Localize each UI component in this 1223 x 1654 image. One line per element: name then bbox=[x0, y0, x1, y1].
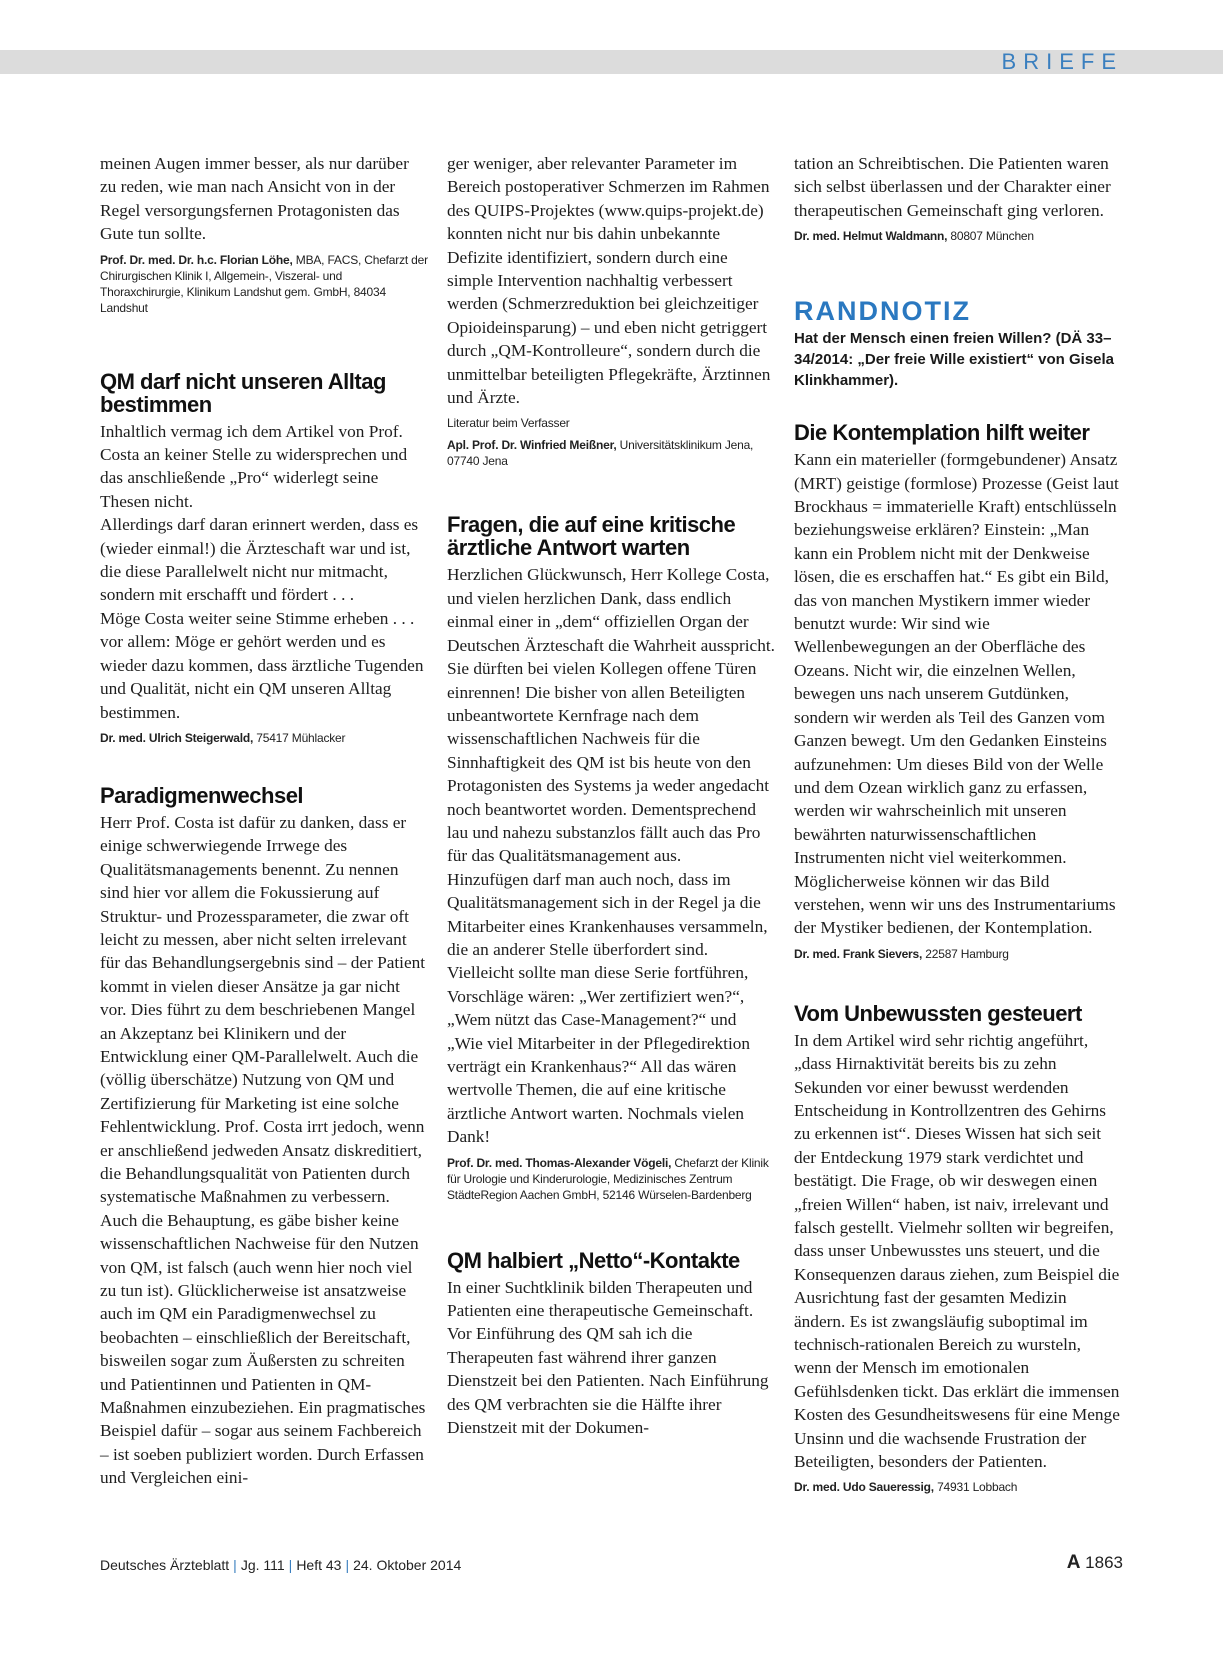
letter-paragraph: Möge Costa weiter seine Stimme erheben . . . vor allem: Möge er gehört werden und es wieder dazu kommen, dass ärztliche Tugenden und Qualität, nicht ein QM unseren Alltag bestimmen. bbox=[100, 608, 424, 722]
author-details: 74931 Lobbach bbox=[937, 1480, 1018, 1495]
letter-paragraph: Vielleicht sollte man diese Serie fortführen, Vorschläge wären: „Wer zertifiziert wen?“, „Wem nützt das Case-Management?“ und „Wie viel Mitarbeiter in der Pflegedirektion verträgt ein Krankenhaus?“ All das wären wertvolle Themen, die auf eine kritische ärztliche Antwort warten. Nochmals vielen Dank! bbox=[447, 963, 751, 1147]
letter-title: QM halbiert „Netto“-Kontakte bbox=[447, 1247, 740, 1273]
page-number bbox=[1067, 1551, 1123, 1575]
author-signature bbox=[447, 1155, 775, 1203]
author-details: 22587 Hamburg bbox=[925, 946, 1009, 961]
continued-letter-text: ger weniger, aber relevanter Parameter im Bereich postoperativer Schmerzen im Rahmen des QUIPS-Projektes (www.quips-projekt.de) konnten nicht nur bis dahin unbekannte Defizite identifiziert, sondern durch eine simple Intervention nachhaltig verbessert werden (Schmerzreduktion bei gleichzeitiger Opioideinsparung) – und eben nicht getriggert durch „QM-Kontrolleure“, sondern durch die unmittelbar beteiligten Pflegekräfte, Ärztinnen und Ärzte. bbox=[447, 154, 771, 408]
letter-title: Vom Unbewussten gesteuert bbox=[794, 1000, 1082, 1026]
author-name: Prof. Dr. med. Dr. h.c. Florian Löhe, bbox=[100, 252, 293, 267]
author-signature bbox=[100, 730, 428, 746]
column-3 bbox=[794, 152, 1122, 1495]
letter-paragraph: Sie dürften bei vielen Kollegen offene Türen einrennen! Die bisher von allen Beteiligten unbeantwortete Kernfrage nach dem wissenschaftlichen Nachweis für die Sinnhaftigkeit des QM ist bis heute von den Protagonisten des Systems ja weder angedacht noch beantwortet worden. Dementsprechend lau und nahezu substanzlos fällt auch das Pro für das Qualitätsmanagement aus. bbox=[447, 659, 770, 866]
literature-note: Literatur beim Verfasser bbox=[447, 416, 570, 431]
letter-paragraph: Hinzufügen darf man auch noch, dass im Qualitätsmanagement sich in der Regel ja die Mitarbeiter eines Krankenhauses versammeln, die an anderer Stelle überfordert sind. bbox=[447, 869, 768, 959]
column-2 bbox=[447, 152, 775, 1439]
separator: | bbox=[233, 1557, 237, 1573]
letter-paragraph: In dem Artikel wird sehr richtig angeführt, „dass Hirnaktivität bereits bis zu zehn Sekunden vor einer bewusst werdenden Entscheidung in Kontrollzentren des Gehirns zu erkennen ist“. Dieses Wissen hat sich seit der Entdeckung 1979 stark verdichtet und bestätigt. Die Frage, ob wir deswegen einen „freien Willen“ haben, ist naiv, irrelevant und falsch gestellt. Vielmehr sollten wir begreifen, dass unser Unbewusstes uns steuert, und die Konsequenzen daraus ziehen, zum Beispiel die Ausrichtung fast der gesamten Medizin ändern. Es ist zwangsläufig suboptimal im technisch-rationalen Bereich zu wursteln, wenn der Mensch im emotionalen Gefühlsdenken tickt. Das erklärt die immensen Kosten des Gesundheitswesens für eine Menge Unsinn und die wachsende Frustration der Beteiligten, besonders der Patienten. bbox=[794, 1030, 1120, 1472]
randnotiz-heading: RANDNOTIZ bbox=[794, 296, 971, 327]
author-name: Dr. med. Udo Saueressig, bbox=[794, 1480, 934, 1495]
author-name: Apl. Prof. Dr. Winfried Meißner, bbox=[447, 438, 617, 453]
author-signature bbox=[100, 252, 428, 316]
author-signature bbox=[794, 946, 1122, 962]
page-number-value: 1863 bbox=[1085, 1553, 1123, 1572]
author-signature bbox=[794, 228, 1122, 244]
separator: | bbox=[288, 1557, 293, 1573]
letter-paragraph: In einer Suchtklinik bilden Therapeuten und Patienten eine therapeutische Gemeinschaft. Vor Einführung des QM sah ich die Therapeuten fast während ihrer ganzen Dienstzeit bei den Patienten. Nach Einführung des QM verbrachten sie die Hälfte ihrer Dienstzeit mit der Dokumen- bbox=[447, 1277, 769, 1438]
author-details: 80807 München bbox=[950, 229, 1034, 244]
author-details: MBA, FACS, Chefarzt der Chirurgischen Klinik I, Allgemein-, Viszeral- und Thoraxchirurgie, Klinikum Landshut gem. GmbH, 84034 Landshut bbox=[100, 252, 428, 315]
separator: | bbox=[345, 1557, 350, 1573]
letter-title: QM darf nicht unseren Alltag bestimmen bbox=[100, 368, 386, 417]
letter-title: Paradigmenwechsel bbox=[100, 782, 304, 808]
journal-volume: Jg. 111 bbox=[240, 1557, 285, 1573]
letter-paragraph: Kann ein materieller (formgebundener) Ansatz (MRT) geistige (formlose) Prozesse (Geist laut Brockhaus = immaterielle Kraft) entschlüsseln beziehungsweise erklären? Einstein: „Man kann ein Problem nicht mit der Denkweise lösen, die es erschaffen hat.“ Es gibt ein Bild, das von manchen Mystikern immer wieder benutzt wurde: Wir sind wie Wellenbewegungen an der Oberfläche des Ozeans. Nicht wir, die einzelnen Wellen, bewegen uns nach unserem Gutdünken, sondern wir werden als Teil des Ganzen vom Ganzen bewegt. Um den Gedanken Einsteins aufzunehmen: Um dieses Bild von der Welle und dem Ozean wirklich ganz zu erfassen, werden wir wahrscheinlich mit unseren bewährten naturwissenschaftlichen Instrumenten nicht viel weiterkommen. Möglicherweise können wir das Bild verstehen, wenn wir uns des Instrumentariums der Mystiker bedienen, der Kontemplation. bbox=[794, 450, 1119, 938]
author-details: Chefarzt der Klinik für Urologie und Kinderurologie, Medizinisches Zentrum StädteRegion Aachen GmbH, 52146 Würselen-Bardenberg bbox=[447, 1155, 769, 1202]
footer-citation bbox=[100, 1555, 461, 1575]
letter-paragraph: Herzlichen Glückwunsch, Herr Kollege Costa, und vielen herzlichen Dank, dass endlich einmal einer in „dem“ offiziellen Organ der Deutschen Ärzteschaft die Wahrheit ausspricht. bbox=[447, 565, 775, 655]
letter-paragraph: Allerdings darf daran erinnert werden, dass es (wieder einmal!) die Ärzteschaft war und ist, die diese Parallelwelt nicht nur mitmacht, sondern mit erschafft und fördert . . . bbox=[100, 515, 419, 605]
author-name: Dr. med. Helmut Waldmann, bbox=[794, 229, 948, 244]
letter-paragraph: Herr Prof. Costa ist dafür zu danken, dass er einige schwerwiegende Irrwege des Qualitätsmanagements benennt. Zu nennen sind hier vor allem die Fokussierung auf Struktur- und Prozessparameter, die zwar oft leicht zu messen, aber nicht selten irrelevant für das Behandlungsergebnis sind – der Patient kommt in vielen dieser Ansätze ja gar nicht vor. Dies führt zu dem beschriebenen Mangel an Akzeptanz bei Klinikern und der Entwicklung einer QM-Parallelwelt. Auch die (völlig überschätze) Nutzung von QM und Zertifizierung für Marketing ist eine solche Fehlentwicklung. Prof. Costa irrt jedoch, wenn er anschließend jedweden Ansatz diskreditiert, die Behandlungsqualität von Patienten durch systematische Maßnahmen zu verbessern. Auch die Behauptung, es gäbe bisher keine wissenschaftlichen Nachweise für den Nutzen von QM, ist falsch (auch wenn hier noch viel zu tun ist). Glücklicherweise ist ansatzweise auch im QM ein Paradigmenwechsel zu beobachten – einschließlich der Bereitschaft, bisweilen sogar zum Äußersten zu schreiten und Patientinnen und Patienten in QM-Maßnahmen einzubeziehen. Ein pragmatisches Beispiel dafür – sogar aus seinem Fachbereich – ist soeben publiziert worden. Durch Erfassen und Vergleichen eini- bbox=[100, 812, 426, 1488]
page-prefix: A bbox=[1066, 1552, 1081, 1573]
section-label: BRIEFE bbox=[1001, 49, 1123, 74]
journal-name: Deutsches Ärzteblatt bbox=[100, 1557, 230, 1573]
author-signature bbox=[794, 1479, 1122, 1495]
author-signature bbox=[447, 437, 775, 469]
author-name: Dr. med. Ulrich Steigerwald, bbox=[100, 730, 254, 745]
author-details: 75417 Mühlacker bbox=[256, 730, 346, 745]
randnotiz-intro: Hat der Mensch einen freien Willen? (DÄ 33–34/2014: „Der freie Wille existiert“ von Gisela Klinkhammer). bbox=[794, 330, 1115, 390]
column-1 bbox=[100, 152, 428, 1490]
letter-title: Fragen, die auf eine kritische ärztliche Antwort warten bbox=[447, 512, 736, 561]
continued-letter-text: meinen Augen immer besser, als nur darüber zu reden, wie man nach Ansicht von in der Regel versorgungsfernen Protagonisten das Gute tun sollte. bbox=[100, 154, 409, 244]
letter-paragraph: Inhaltlich vermag ich dem Artikel von Prof. Costa an keiner Stelle zu widersprechen und das anschließende „Pro“ widerlegt seine Thesen nicht. bbox=[100, 421, 408, 511]
letter-title: Die Kontemplation hilft weiter bbox=[794, 420, 1090, 446]
author-name: Prof. Dr. med. Thomas-Alexander Vögeli, bbox=[447, 1155, 672, 1170]
author-details: Universitätsklinikum Jena, 07740 Jena bbox=[447, 438, 754, 469]
journal-issue: Heft 43 bbox=[296, 1557, 342, 1573]
continued-letter-text: tation an Schreibtischen. Die Patienten waren sich selbst überlassen und der Charakter einer therapeutischen Gemeinschaft ging verloren. bbox=[794, 154, 1111, 220]
author-name: Dr. med. Frank Sievers, bbox=[794, 946, 923, 961]
publication-date: 24. Oktober 2014 bbox=[353, 1557, 462, 1573]
